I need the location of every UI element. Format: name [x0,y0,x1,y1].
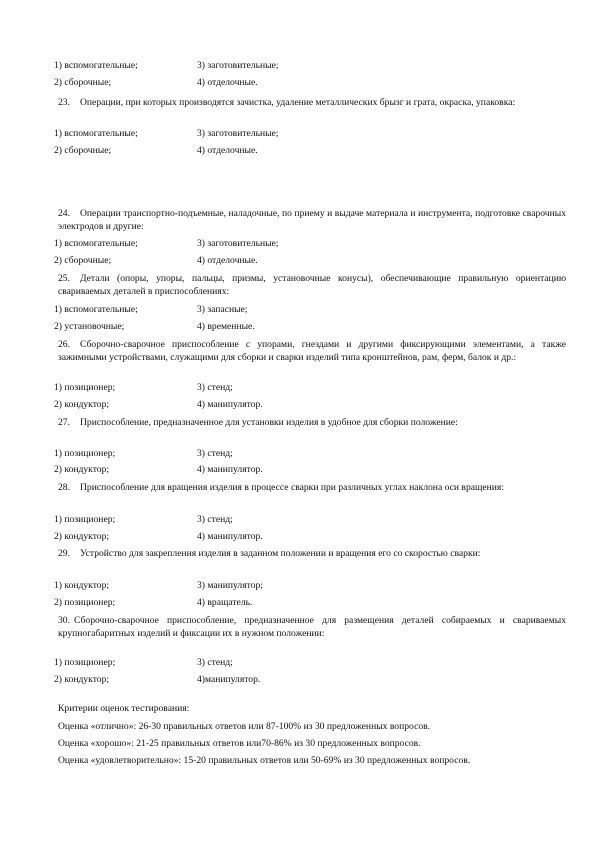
option: 2) кондуктор; [54,399,110,410]
question-number: 27. [58,417,70,428]
option: 1) позиционер; [54,657,116,668]
question-text: Операции, при которых производятся зачистка, удаление металлических брызг и грата, окраска, упаковка: [80,97,516,108]
criteria-heading: Критерии оценок тестирования: [58,703,190,714]
question-number: 23. [58,97,70,108]
option: 1) позиционер; [54,448,116,459]
criteria-line: Оценка «отлично»: 26-30 правильных ответов или 87-100% из 30 предложенных вопросов. [58,721,431,732]
question-number: 29. [58,548,70,559]
option: 1) вспомогательные; [54,60,138,71]
option: 1) кондуктор; [54,580,110,591]
question-text: Приспособление для вращения изделия в процессе сварки при различных углах наклона оси вращения: [80,482,505,493]
option: 1) вспомогательные; [54,128,138,139]
question-28 [58,482,566,495]
option: 2) сборочные; [54,255,112,266]
option: 3) заготовительные; [197,60,279,71]
option: 4) манипулятор. [197,399,263,410]
option: 2) сборочные; [54,145,112,156]
criteria-line: Оценка «хорошо»: 21-25 правильных ответов или70-86% из 30 предложенных вопросов. [58,738,421,749]
option: 2) кондуктор; [54,531,110,542]
question-text: Приспособление, предназначенное для установки изделия в удобное для сборки положение: [80,417,458,428]
option: 2) сборочные; [54,77,112,88]
question-25 [58,273,566,298]
option: 2) установочные; [54,321,125,332]
option: 3) стенд; [197,514,233,525]
option: 1) вспомогательные; [54,304,138,315]
option: 3) стенд; [197,382,233,393]
question-number: 26. [58,339,70,350]
option: 4) отделочные. [197,145,258,156]
question-text: Устройство для закрепления изделия в заданном положении и вращения его со скоростью сварки: [80,548,481,559]
question-text: Операции транспортно-подъемные, наладочные, по приему и выдаче материала и инструмента, подготовке сварочных электродов и другие: [58,208,566,232]
option: 3) манипулятор; [197,580,263,591]
option: 3) запасные; [197,304,248,315]
option: 4)манипулятор. [197,674,261,685]
option: 3) заготовительные; [197,238,279,249]
question-30 [58,615,566,640]
option: 1) позиционер; [54,514,116,525]
question-number: 30. [58,615,70,626]
question-text: Сборочно-сварочное приспособление с упорами, гнездами и другими фиксирующими элементами, а также зажимными устройствами, служащими для сборки и сварки изделий типа кронштейнов, рам, ферм, балок и др.: [58,339,566,363]
option: 4) манипулятор. [197,531,263,542]
option: 4) манипулятор. [197,464,263,475]
option: 3) стенд; [197,657,233,668]
option: 4) отделочные. [197,255,258,266]
option: 2) кондуктор; [54,464,110,475]
criteria-line: Оценка «удовлетворительно»: 15-20 правильных ответов или 50-69% из 30 предложенных вопросов. [58,755,471,766]
question-text: Детали (опоры, упоры, пальцы, призмы, установочные конусы), обеспечивающие правильную ориентацию свариваемых деталей в приспособлениях: [58,273,566,297]
question-23 [58,97,566,110]
option: 4) отделочные. [197,77,258,88]
question-number: 24. [58,208,70,219]
option: 3) стенд; [197,448,233,459]
question-text: Сборочно-сварочное приспособление, предназначенное для размещения деталей собираемых и свариваемых крупногабаритных изделий и фиксации их в нужном положении: [58,615,566,639]
option: 4) временные. [197,321,255,332]
option: 1) вспомогательные; [54,238,138,249]
question-number: 25. [58,273,70,284]
question-29 [58,548,566,561]
option: 2) кондуктор; [54,674,110,685]
question-26 [58,339,566,364]
option: 1) позиционер; [54,382,116,393]
question-number: 28. [58,482,70,493]
question-27 [58,417,566,430]
option: 4) вращатель. [197,597,253,608]
option: 3) заготовительные; [197,128,279,139]
question-24 [58,208,566,233]
option: 2) позиционер; [54,597,116,608]
